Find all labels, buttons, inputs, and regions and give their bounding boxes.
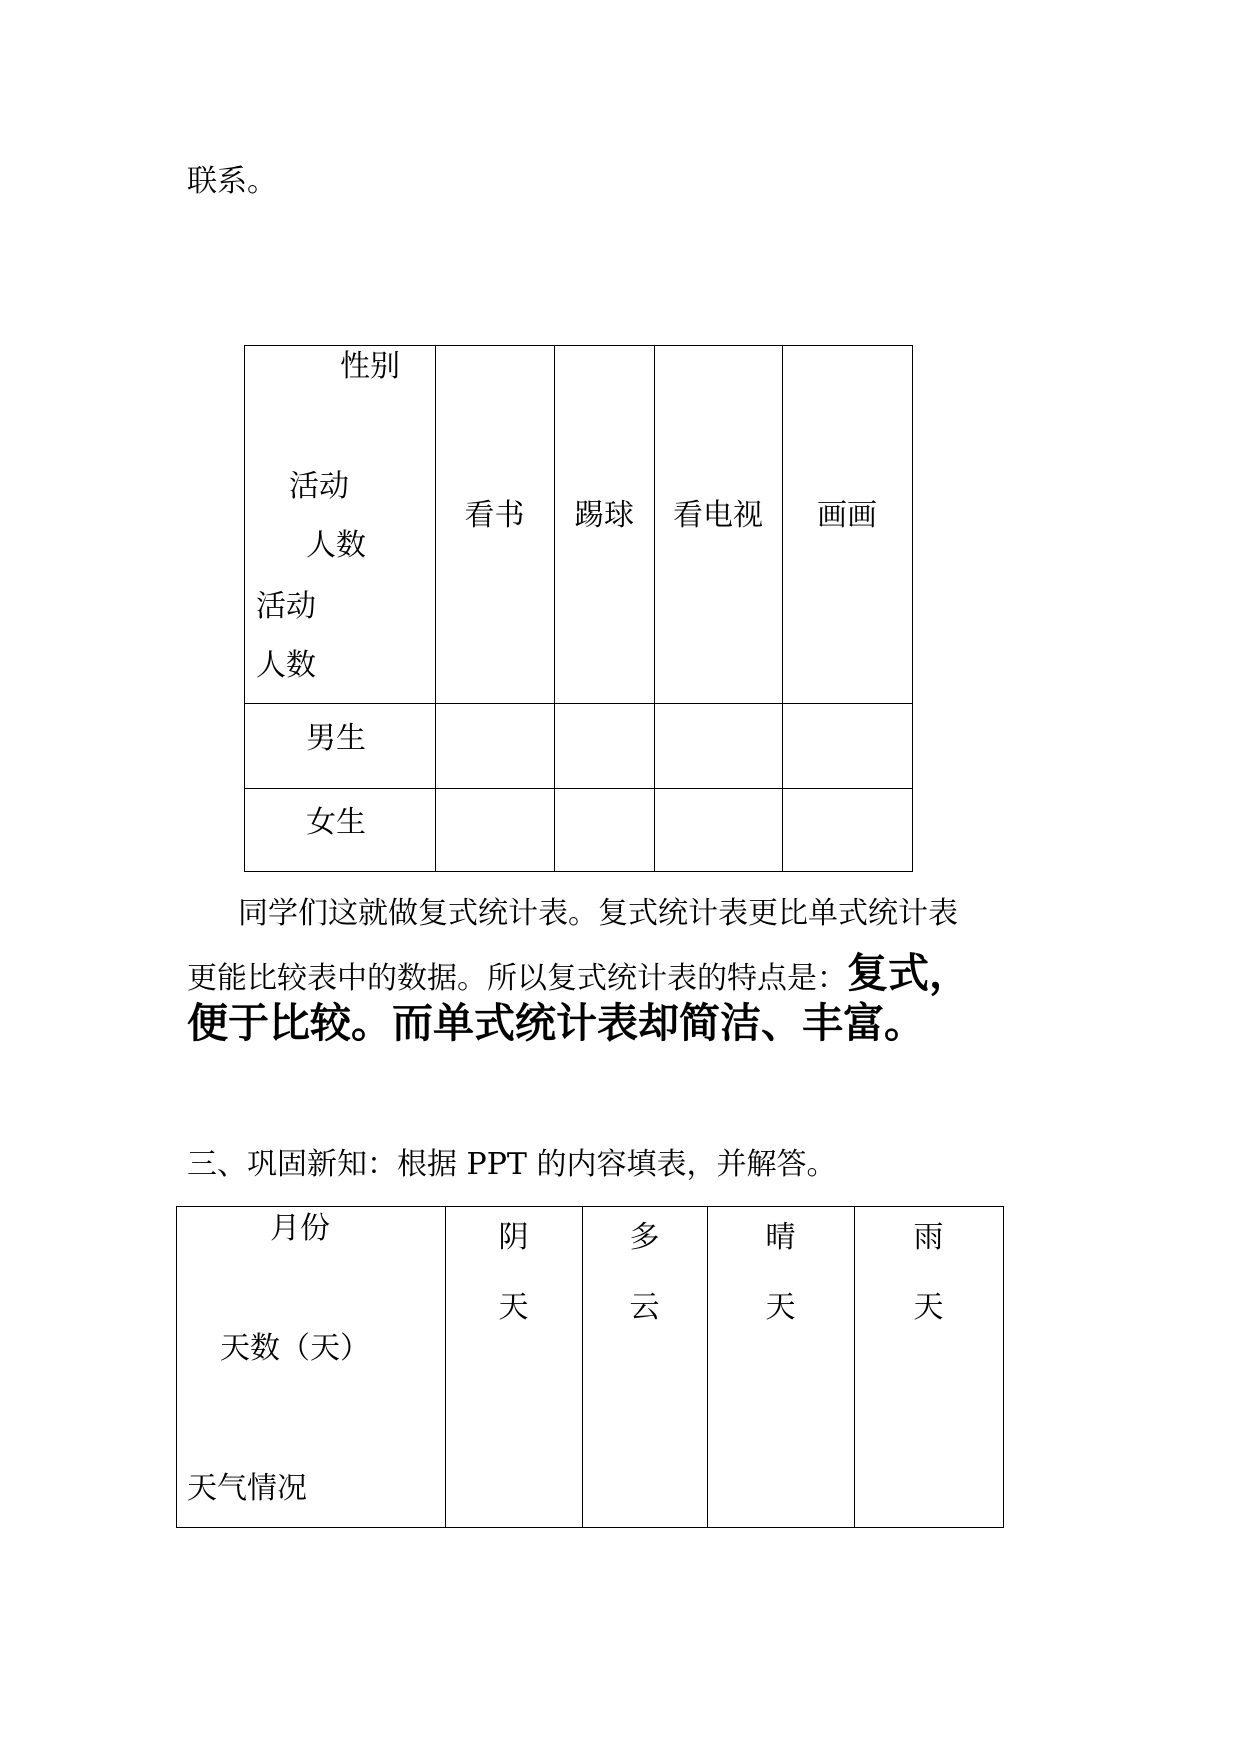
table2-corner-days: 天数（天） <box>220 1331 370 1366</box>
table2-corner-month: 月份 <box>270 1211 330 1246</box>
table1-cell-boys-football[interactable] <box>555 704 654 788</box>
table1-cell-boys-reading[interactable] <box>436 704 554 788</box>
table1-cell-boys-tv[interactable] <box>655 704 782 788</box>
paragraph-line-3-emphasis: 便于比较。而单式统计表却简洁、丰富。 <box>187 999 925 1047</box>
table2-header-cloudy-top: 阴 <box>498 1220 529 1255</box>
table1-border-top <box>244 345 913 346</box>
table2-header-cloudy-bottom: 天 <box>498 1290 529 1325</box>
table2-border-bottom <box>176 1527 1004 1528</box>
table2-border-right <box>1003 1206 1004 1528</box>
table1-corner-gender: 性别 <box>340 349 400 384</box>
table1-cell-girls-football[interactable] <box>555 789 654 871</box>
table1-cell-boys-drawing[interactable] <box>783 704 912 788</box>
table1-row-label-boys: 男生 <box>306 721 366 756</box>
table1-header-drawing: 画画 <box>817 498 877 533</box>
table2-border-top <box>176 1206 1004 1207</box>
table1-cell-girls-tv[interactable] <box>655 789 782 871</box>
table2-corner-weather: 天气情况 <box>187 1471 307 1506</box>
table1-border-bottom <box>244 871 913 872</box>
paragraph-line-2 <box>187 946 970 996</box>
table1-cell-girls-drawing[interactable] <box>783 789 912 871</box>
table1-corner-count: 人数 <box>306 528 366 563</box>
table1-border-left <box>244 345 245 872</box>
paragraph-line-2-emphasis: 复式， <box>847 949 970 997</box>
table1-header-tv: 看电视 <box>673 498 763 533</box>
table2-header-partly-cloudy-bottom: 云 <box>629 1290 660 1325</box>
table2-header-partly-cloudy-top: 多 <box>629 1220 660 1255</box>
table2-header-sunny-bottom: 天 <box>765 1290 796 1325</box>
table1-header-football: 踢球 <box>574 498 634 533</box>
table2-header-rainy-top: 雨 <box>913 1220 944 1255</box>
paragraph-line-2-text: 更能比较表中的数据。所以复式统计表的特点是： <box>187 961 847 996</box>
table1-cell-girls-reading[interactable] <box>436 789 554 871</box>
table1-header-reading: 看书 <box>464 498 525 533</box>
paragraph-line-1: 同学们这就做复式统计表。复式统计表更比单式统计表 <box>238 896 958 931</box>
table1-border-right <box>912 345 913 872</box>
table1-row-label-girls: 女生 <box>306 805 366 840</box>
table2-header-sunny-top: 晴 <box>765 1220 796 1255</box>
section-3-heading: 三、巩固新知：根据 PPT 的内容填表，并解答。 <box>187 1147 837 1182</box>
intro-fragment: 联系。 <box>187 164 277 199</box>
table2-border-left <box>176 1206 177 1528</box>
table1-corner-activity-2: 活动 <box>256 589 316 624</box>
table2-header-rainy-bottom: 天 <box>913 1290 944 1325</box>
table1-corner-activity: 活动 <box>289 469 349 504</box>
table1-corner-count-2: 人数 <box>256 648 316 683</box>
